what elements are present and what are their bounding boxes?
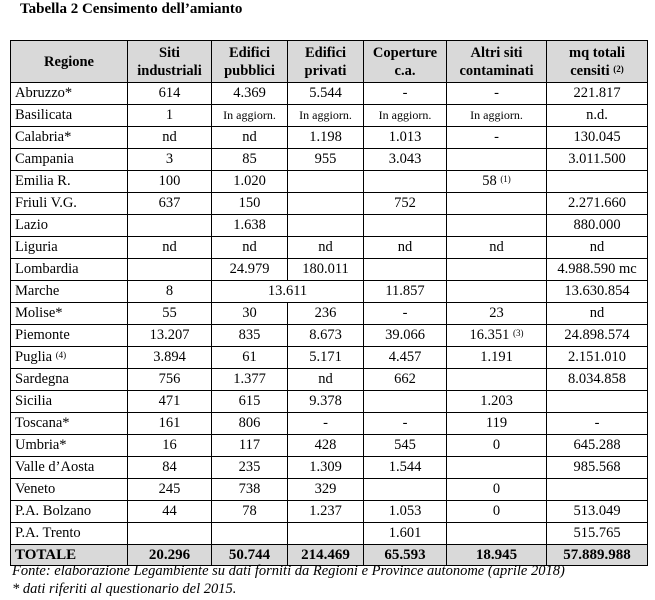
cell-altri-siti — [447, 369, 547, 391]
cell-coperture: - — [364, 413, 447, 435]
table-row — [11, 171, 648, 193]
cell-regione: Umbria* — [11, 435, 128, 457]
cell-regione: Lombardia — [11, 259, 128, 281]
cell-coperture: 1.053 — [364, 501, 447, 523]
cell-altri-siti: 0 — [447, 479, 547, 501]
table-row — [11, 457, 648, 479]
cell-coperture: 3.043 — [364, 149, 447, 171]
cell-siti-industriali: 100 — [128, 171, 212, 193]
cell-coperture: 1.601 — [364, 523, 447, 545]
cell-mq-totali: - — [547, 413, 648, 435]
table-row — [11, 105, 648, 127]
cell-coperture — [364, 171, 447, 193]
cell-siti-industriali: 84 — [128, 457, 212, 479]
cell-mq-totali: 130.045 — [547, 127, 648, 149]
cell-edifici-privati — [288, 523, 364, 545]
cell-altri-siti: 0 — [447, 435, 547, 457]
cell-edifici-pubblici: 738 — [212, 479, 288, 501]
cell-siti-industriali: 13.207 — [128, 325, 212, 347]
table-row — [11, 479, 648, 501]
table-row — [11, 281, 648, 303]
cell-edifici-pubblici: 85 — [212, 149, 288, 171]
cell-mq-totali: 8.034.858 — [547, 369, 648, 391]
cell-edifici-pubblici: nd — [212, 127, 288, 149]
cell-altri-siti: 58 $^{(1)}$ — [447, 171, 547, 193]
cell-coperture: - — [364, 303, 447, 325]
cell-regione: Abruzzo* — [11, 83, 128, 105]
cell-edifici-privati: nd — [288, 369, 364, 391]
cell-altri-siti — [447, 193, 547, 215]
cell-edifici-privati — [288, 215, 364, 237]
table-row — [11, 83, 648, 105]
cell-siti-industriali: nd — [128, 127, 212, 149]
table-row — [11, 325, 648, 347]
cell-edifici-privati: 236 — [288, 303, 364, 325]
table-row — [11, 127, 648, 149]
cell-regione: P.A. Trento — [11, 523, 128, 545]
cell-edifici-privati: 955 — [288, 149, 364, 171]
cell-edifici-pubblici: 1.020 — [212, 171, 288, 193]
table-row — [11, 193, 648, 215]
table-row — [11, 523, 648, 545]
cell-altri-siti — [447, 281, 547, 303]
cell-coperture: 39.066 — [364, 325, 447, 347]
cell-regione: Calabria* — [11, 127, 128, 149]
cell-regione: Basilicata — [11, 105, 128, 127]
cell-siti-industriali: 44 — [128, 501, 212, 523]
cell-coperture: 1.013 — [364, 127, 447, 149]
cell-edifici-privati: 1.237 — [288, 501, 364, 523]
cell-mq-totali: 13.630.854 — [547, 281, 648, 303]
cell-edifici-pubblici: 1.377 — [212, 369, 288, 391]
cell-altri-siti — [447, 523, 547, 545]
cell-edifici-pubblici — [212, 523, 288, 545]
cell-siti-industriali: 756 — [128, 369, 212, 391]
cell-siti-industriali: 55 — [128, 303, 212, 325]
cell-edifici-pubblici: nd — [212, 237, 288, 259]
header-coperture: Coperture c.a. — [364, 41, 447, 83]
cell-edifici-privati: - — [288, 413, 364, 435]
cell-regione: Veneto — [11, 479, 128, 501]
cell-totale-pubblici: 50.744 — [212, 545, 288, 566]
cell-mq-totali — [547, 391, 648, 413]
cell-altri-siti: 1.203 — [447, 391, 547, 413]
cell-edifici-pubblici: 4.369 — [212, 83, 288, 105]
cell-altri-siti: 16.351 $^{(3)}$ — [447, 325, 547, 347]
cell-mq-totali: 3.011.500 — [547, 149, 648, 171]
cell-mq-totali: 2.151.010 — [547, 347, 648, 369]
cell-coperture: 11.857 — [364, 281, 447, 303]
table-row — [11, 501, 648, 523]
cell-siti-industriali: 471 — [128, 391, 212, 413]
cell-coperture: 752 — [364, 193, 447, 215]
cell-edifici-pubblici: 24.979 — [212, 259, 288, 281]
cell-siti-industriali: 637 — [128, 193, 212, 215]
cell-mq-totali: 880.000 — [547, 215, 648, 237]
cell-edifici-pubblici: 150 — [212, 193, 288, 215]
cell-mq-totali: n.d. — [547, 105, 648, 127]
header-row — [11, 41, 648, 83]
cell-regione: Sardegna — [11, 369, 128, 391]
table-title: Tabella 2 Censimento dell’amianto — [20, 1, 243, 17]
cell-altri-siti: - — [447, 127, 547, 149]
cell-regione: Emilia R. — [11, 171, 128, 193]
table-row — [11, 237, 648, 259]
header-siti-industriali: Siti industriali — [128, 41, 212, 83]
cell-edifici-pubblici: 78 — [212, 501, 288, 523]
header-edifici-pubblici: Edifici pubblici — [212, 41, 288, 83]
cell-coperture: In aggiorn. — [364, 105, 447, 127]
cell-coperture: nd — [364, 237, 447, 259]
cell-mq-totali: 513.049 — [547, 501, 648, 523]
table-row — [11, 413, 648, 435]
cell-mq-totali: 221.817 — [547, 83, 648, 105]
cell-regione: Valle d’Aosta — [11, 457, 128, 479]
cell-siti-industriali: 8 — [128, 281, 212, 303]
cell-altri-siti: 0 — [447, 501, 547, 523]
cell-siti-industriali: nd — [128, 237, 212, 259]
cell-coperture — [364, 215, 447, 237]
cell-coperture: 545 — [364, 435, 447, 457]
cell-siti-industriali: 16 — [128, 435, 212, 457]
cell-coperture: 662 — [364, 369, 447, 391]
cell-siti-industriali: 1 — [128, 105, 212, 127]
cell-edifici-privati: 428 — [288, 435, 364, 457]
asbestos-census-table — [10, 40, 648, 566]
cell-edifici-privati: 1.198 — [288, 127, 364, 149]
cell-edifici-pubblici: 117 — [212, 435, 288, 457]
table-notes — [12, 562, 565, 598]
cell-edifici-pubblici: 235 — [212, 457, 288, 479]
cell-totale-coperture: 65.593 — [364, 545, 447, 566]
cell-mq-totali: 4.988.590 mc — [547, 259, 648, 281]
table-row — [11, 259, 648, 281]
cell-totale-siti: 20.296 — [128, 545, 212, 566]
cell-siti-industriali: 3 — [128, 149, 212, 171]
table-row — [11, 215, 648, 237]
cell-edifici-pubblici: In aggiorn. — [212, 105, 288, 127]
cell-coperture: 1.544 — [364, 457, 447, 479]
cell-regione: Molise* — [11, 303, 128, 325]
cell-coperture — [364, 391, 447, 413]
source-note: Fonte: elaborazione Legambiente su dati forniti da Regioni e Province autonome (aprile 2018) — [12, 563, 565, 579]
cell-totale-privati: 214.469 — [288, 545, 364, 566]
cell-mq-totali: 515.765 — [547, 523, 648, 545]
cell-regione: P.A. Bolzano — [11, 501, 128, 523]
cell-regione: Liguria — [11, 237, 128, 259]
cell-altri-siti: nd — [447, 237, 547, 259]
cell-edifici-privati — [288, 171, 364, 193]
header-mq-totali: mq totali censiti $^{(2)}$ — [547, 41, 648, 83]
cell-altri-siti — [447, 259, 547, 281]
cell-siti-industriali — [128, 259, 212, 281]
cell-edifici-pubblici: 615 — [212, 391, 288, 413]
cell-regione: Toscana* — [11, 413, 128, 435]
cell-coperture — [364, 479, 447, 501]
cell-coperture — [364, 259, 447, 281]
cell-regione: Lazio — [11, 215, 128, 237]
cell-mq-totali: nd — [547, 237, 648, 259]
cell-edifici-pubblici: 1.638 — [212, 215, 288, 237]
cell-coperture: - — [364, 83, 447, 105]
cell-coperture: 4.457 — [364, 347, 447, 369]
cell-edifici-privati: 5.171 — [288, 347, 364, 369]
cell-totale-mq: 57.889.988 — [547, 545, 648, 566]
cell-altri-siti — [447, 457, 547, 479]
cell-mq-totali — [547, 479, 648, 501]
cell-mq-totali: 24.898.574 — [547, 325, 648, 347]
table-row — [11, 391, 648, 413]
cell-regione: Piemonte — [11, 325, 128, 347]
table-row — [11, 435, 648, 457]
cell-edifici-privati: 5.544 — [288, 83, 364, 105]
cell-regione: Puglia $^{(4)}$ — [11, 347, 128, 369]
cell-altri-siti: 119 — [447, 413, 547, 435]
header-altri-siti: Altri siti contaminati — [447, 41, 547, 83]
table-row — [11, 149, 648, 171]
cell-altri-siti: 23 — [447, 303, 547, 325]
cell-edifici-privati: nd — [288, 237, 364, 259]
cell-totale-altri: 18.945 — [447, 545, 547, 566]
cell-edifici-privati: 8.673 — [288, 325, 364, 347]
table-row — [11, 369, 648, 391]
cell-edifici-pubblici-privati: 13.611 — [212, 281, 364, 303]
cell-mq-totali: 2.271.660 — [547, 193, 648, 215]
cell-altri-siti: 1.191 — [447, 347, 547, 369]
cell-siti-industriali: 245 — [128, 479, 212, 501]
cell-mq-totali: nd — [547, 303, 648, 325]
cell-siti-industriali: 3.894 — [128, 347, 212, 369]
cell-siti-industriali — [128, 215, 212, 237]
cell-edifici-privati: 180.011 — [288, 259, 364, 281]
table-row — [11, 347, 648, 369]
cell-edifici-pubblici: 806 — [212, 413, 288, 435]
header-regione: Regione — [11, 41, 128, 83]
asterisk-note: * dati riferiti al questionario del 2015. — [12, 581, 237, 597]
cell-altri-siti — [447, 215, 547, 237]
cell-altri-siti — [447, 149, 547, 171]
cell-edifici-privati: 1.309 — [288, 457, 364, 479]
table-row — [11, 303, 648, 325]
cell-edifici-privati — [288, 193, 364, 215]
cell-mq-totali — [547, 171, 648, 193]
cell-totale-label: TOTALE — [11, 545, 128, 566]
cell-regione: Friuli V.G. — [11, 193, 128, 215]
header-edifici-privati: Edifici privati — [288, 41, 364, 83]
cell-edifici-pubblici: 30 — [212, 303, 288, 325]
cell-regione: Sicilia — [11, 391, 128, 413]
cell-edifici-privati: 9.378 — [288, 391, 364, 413]
cell-siti-industriali: 614 — [128, 83, 212, 105]
cell-regione: Campania — [11, 149, 128, 171]
cell-edifici-pubblici: 61 — [212, 347, 288, 369]
cell-regione: Marche — [11, 281, 128, 303]
cell-mq-totali: 645.288 — [547, 435, 648, 457]
cell-siti-industriali: 161 — [128, 413, 212, 435]
cell-altri-siti: - — [447, 83, 547, 105]
cell-mq-totali: 985.568 — [547, 457, 648, 479]
cell-siti-industriali — [128, 523, 212, 545]
cell-edifici-pubblici: 835 — [212, 325, 288, 347]
cell-edifici-privati: 329 — [288, 479, 364, 501]
cell-edifici-privati: In aggiorn. — [288, 105, 364, 127]
cell-altri-siti: In aggiorn. — [447, 105, 547, 127]
